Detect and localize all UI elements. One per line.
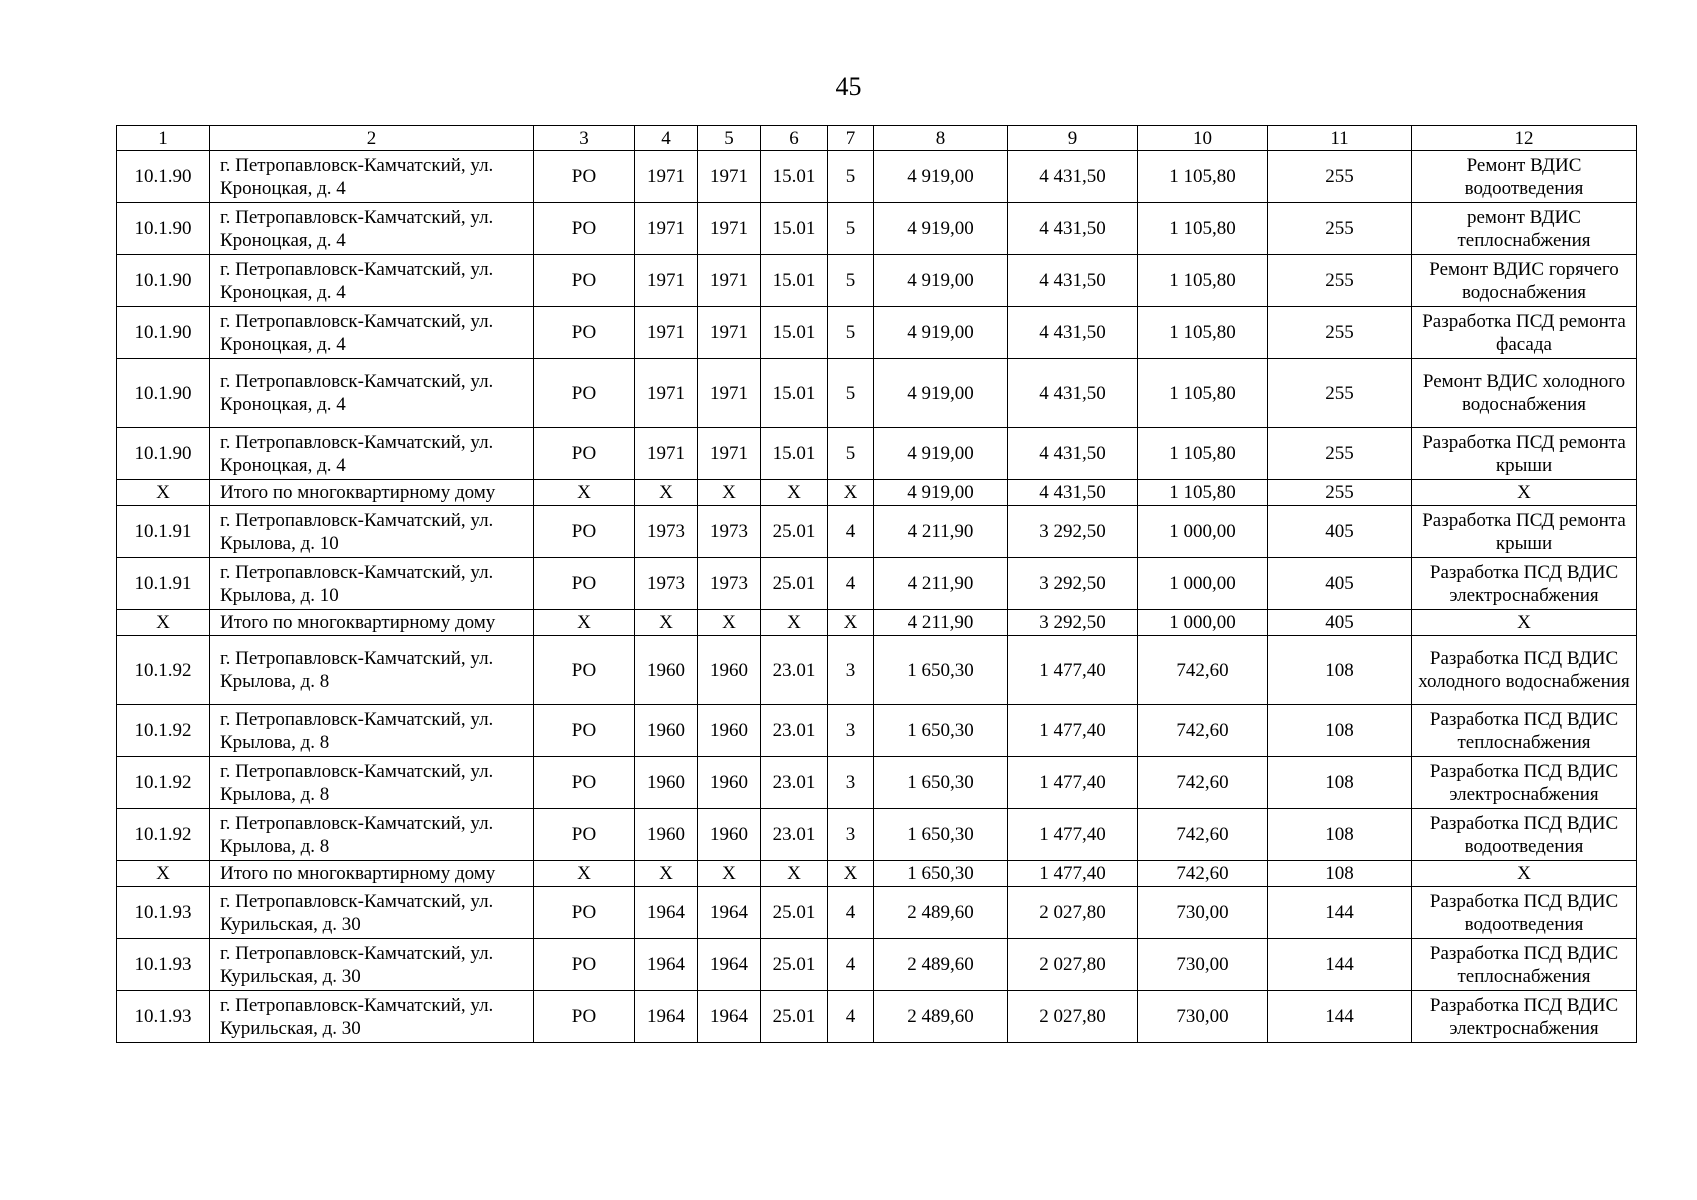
residential-area-cell: 4 431,50 xyxy=(1008,203,1138,255)
total-area-cell: 4 211,90 xyxy=(874,506,1008,558)
floors-cell: Х xyxy=(828,610,874,636)
column-header: 5 xyxy=(698,126,761,151)
table-row xyxy=(117,506,1637,558)
item-number-cell: 10.1.90 xyxy=(117,151,210,203)
work-type-cell: Х xyxy=(1412,610,1637,636)
column-header: 12 xyxy=(1412,126,1637,151)
table-row xyxy=(117,359,1637,428)
method-cell: РО xyxy=(534,757,635,809)
floors-cell: 3 xyxy=(828,757,874,809)
address-cell: г. Петропавловск-Камчатский, ул. Кроноцкая, д. 4 xyxy=(210,203,534,255)
table-row xyxy=(117,151,1637,203)
residential-area-cell: 4 431,50 xyxy=(1008,255,1138,307)
column-header: 8 xyxy=(874,126,1008,151)
non-residential-area-cell: 730,00 xyxy=(1138,991,1268,1043)
year-commissioned-cell: 1960 xyxy=(698,705,761,757)
residents-count-cell: 255 xyxy=(1268,151,1412,203)
table-row xyxy=(117,558,1637,610)
residential-area-cell: 3 292,50 xyxy=(1008,506,1138,558)
total-area-cell: 4 919,00 xyxy=(874,307,1008,359)
residents-count-cell: 144 xyxy=(1268,887,1412,939)
method-cell: Х xyxy=(534,861,635,887)
wall-material-cell: 23.01 xyxy=(761,809,828,861)
floors-cell: Х xyxy=(828,861,874,887)
item-number-cell: 10.1.91 xyxy=(117,558,210,610)
method-cell: РО xyxy=(534,558,635,610)
non-residential-area-cell: 1 105,80 xyxy=(1138,307,1268,359)
column-header: 2 xyxy=(210,126,534,151)
floors-cell: 3 xyxy=(828,809,874,861)
residential-area-cell: 2 027,80 xyxy=(1008,887,1138,939)
non-residential-area-cell: 742,60 xyxy=(1138,757,1268,809)
floors-cell: 3 xyxy=(828,636,874,705)
column-header: 10 xyxy=(1138,126,1268,151)
residential-area-cell: 4 431,50 xyxy=(1008,307,1138,359)
item-number-cell: 10.1.92 xyxy=(117,705,210,757)
table-row xyxy=(117,705,1637,757)
year-commissioned-cell: 1973 xyxy=(698,558,761,610)
residents-count-cell: 255 xyxy=(1268,307,1412,359)
year-commissioned-cell: 1971 xyxy=(698,151,761,203)
method-cell: РО xyxy=(534,939,635,991)
year-built-cell: 1960 xyxy=(635,809,698,861)
address-cell: г. Петропавловск-Камчатский, ул. Крылова, д. 8 xyxy=(210,757,534,809)
total-area-cell: 1 650,30 xyxy=(874,861,1008,887)
residential-area-cell: 1 477,40 xyxy=(1008,861,1138,887)
non-residential-area-cell: 1 000,00 xyxy=(1138,610,1268,636)
method-cell: РО xyxy=(534,203,635,255)
residents-count-cell: 108 xyxy=(1268,757,1412,809)
residential-area-cell: 4 431,50 xyxy=(1008,480,1138,506)
non-residential-area-cell: 742,60 xyxy=(1138,809,1268,861)
year-built-cell: 1971 xyxy=(635,428,698,480)
residential-area-cell: 4 431,50 xyxy=(1008,428,1138,480)
wall-material-cell: 23.01 xyxy=(761,757,828,809)
address-cell: г. Петропавловск-Камчатский, ул. Кроноцкая, д. 4 xyxy=(210,428,534,480)
column-header: 3 xyxy=(534,126,635,151)
method-cell: РО xyxy=(534,809,635,861)
total-area-cell: 1 650,30 xyxy=(874,636,1008,705)
method-cell: РО xyxy=(534,887,635,939)
residents-count-cell: 108 xyxy=(1268,636,1412,705)
year-commissioned-cell: 1973 xyxy=(698,506,761,558)
residential-area-cell: 1 477,40 xyxy=(1008,705,1138,757)
method-cell: РО xyxy=(534,991,635,1043)
residential-area-cell: 1 477,40 xyxy=(1008,757,1138,809)
wall-material-cell: 15.01 xyxy=(761,307,828,359)
table-row xyxy=(117,809,1637,861)
item-number-cell: Х xyxy=(117,861,210,887)
work-type-cell: Разработка ПСД ВДИС водоотведения xyxy=(1412,809,1637,861)
year-built-cell: 1971 xyxy=(635,151,698,203)
wall-material-cell: Х xyxy=(761,861,828,887)
work-type-cell: Разработка ПСД ВДИС электроснабжения xyxy=(1412,991,1637,1043)
address-cell: г. Петропавловск-Камчатский, ул. Крылова, д. 8 xyxy=(210,809,534,861)
year-built-cell: 1960 xyxy=(635,757,698,809)
year-built-cell: 1973 xyxy=(635,506,698,558)
year-built-cell: 1971 xyxy=(635,307,698,359)
method-cell: РО xyxy=(534,307,635,359)
non-residential-area-cell: 1 105,80 xyxy=(1138,480,1268,506)
total-area-cell: 1 650,30 xyxy=(874,809,1008,861)
total-row xyxy=(117,610,1637,636)
residential-area-cell: 2 027,80 xyxy=(1008,991,1138,1043)
total-area-cell: 4 919,00 xyxy=(874,480,1008,506)
year-built-cell: Х xyxy=(635,861,698,887)
table-row xyxy=(117,255,1637,307)
item-number-cell: Х xyxy=(117,480,210,506)
address-cell: г. Петропавловск-Камчатский, ул. Крылова, д. 10 xyxy=(210,558,534,610)
wall-material-cell: 25.01 xyxy=(761,991,828,1043)
item-number-cell: 10.1.92 xyxy=(117,636,210,705)
method-cell: РО xyxy=(534,359,635,428)
item-number-cell: 10.1.90 xyxy=(117,428,210,480)
non-residential-area-cell: 730,00 xyxy=(1138,939,1268,991)
total-area-cell: 4 919,00 xyxy=(874,151,1008,203)
work-type-cell: Разработка ПСД ремонта крыши xyxy=(1412,428,1637,480)
residents-count-cell: 144 xyxy=(1268,991,1412,1043)
total-area-cell: 1 650,30 xyxy=(874,705,1008,757)
item-number-cell: 10.1.93 xyxy=(117,991,210,1043)
address-cell: г. Петропавловск-Камчатский, ул. Крылова, д. 10 xyxy=(210,506,534,558)
wall-material-cell: 15.01 xyxy=(761,203,828,255)
column-header: 4 xyxy=(635,126,698,151)
address-cell: Итого по многоквартирному дому xyxy=(210,861,534,887)
non-residential-area-cell: 1 105,80 xyxy=(1138,359,1268,428)
residents-count-cell: 108 xyxy=(1268,809,1412,861)
floors-cell: 4 xyxy=(828,939,874,991)
column-header: 6 xyxy=(761,126,828,151)
wall-material-cell: 15.01 xyxy=(761,255,828,307)
year-commissioned-cell: 1971 xyxy=(698,255,761,307)
floors-cell: 5 xyxy=(828,151,874,203)
work-type-cell: ремонт ВДИС теплоснабжения xyxy=(1412,203,1637,255)
non-residential-area-cell: 1 000,00 xyxy=(1138,558,1268,610)
year-commissioned-cell: 1971 xyxy=(698,428,761,480)
year-commissioned-cell: 1960 xyxy=(698,809,761,861)
non-residential-area-cell: 730,00 xyxy=(1138,887,1268,939)
residents-count-cell: 255 xyxy=(1268,428,1412,480)
residential-area-cell: 3 292,50 xyxy=(1008,610,1138,636)
address-cell: г. Петропавловск-Камчатский, ул. Кроноцкая, д. 4 xyxy=(210,255,534,307)
year-commissioned-cell: 1964 xyxy=(698,939,761,991)
total-area-cell: 4 919,00 xyxy=(874,203,1008,255)
table-row xyxy=(117,307,1637,359)
year-built-cell: 1971 xyxy=(635,359,698,428)
year-built-cell: Х xyxy=(635,610,698,636)
floors-cell: 4 xyxy=(828,506,874,558)
total-area-cell: 4 211,90 xyxy=(874,610,1008,636)
column-number-row xyxy=(117,126,1637,151)
wall-material-cell: Х xyxy=(761,480,828,506)
repair-program-table xyxy=(116,125,1637,1043)
total-area-cell: 2 489,60 xyxy=(874,887,1008,939)
item-number-cell: 10.1.90 xyxy=(117,307,210,359)
table-row xyxy=(117,991,1637,1043)
residents-count-cell: 255 xyxy=(1268,203,1412,255)
wall-material-cell: 25.01 xyxy=(761,558,828,610)
floors-cell: 3 xyxy=(828,705,874,757)
column-header: 11 xyxy=(1268,126,1412,151)
work-type-cell: Разработка ПСД ремонта фасада xyxy=(1412,307,1637,359)
wall-material-cell: 15.01 xyxy=(761,428,828,480)
method-cell: Х xyxy=(534,480,635,506)
residents-count-cell: 405 xyxy=(1268,610,1412,636)
method-cell: РО xyxy=(534,506,635,558)
item-number-cell: Х xyxy=(117,610,210,636)
address-cell: г. Петропавловск-Камчатский, ул. Кроноцкая, д. 4 xyxy=(210,307,534,359)
item-number-cell: 10.1.90 xyxy=(117,359,210,428)
residents-count-cell: 144 xyxy=(1268,939,1412,991)
total-area-cell: 4 211,90 xyxy=(874,558,1008,610)
wall-material-cell: 25.01 xyxy=(761,887,828,939)
floors-cell: 5 xyxy=(828,428,874,480)
column-header: 7 xyxy=(828,126,874,151)
table-row xyxy=(117,757,1637,809)
address-cell: г. Петропавловск-Камчатский, ул. Крылова, д. 8 xyxy=(210,705,534,757)
wall-material-cell: 15.01 xyxy=(761,359,828,428)
total-area-cell: 4 919,00 xyxy=(874,359,1008,428)
residents-count-cell: 255 xyxy=(1268,480,1412,506)
item-number-cell: 10.1.90 xyxy=(117,255,210,307)
floors-cell: 5 xyxy=(828,359,874,428)
residents-count-cell: 108 xyxy=(1268,861,1412,887)
residents-count-cell: 255 xyxy=(1268,255,1412,307)
work-type-cell: Ремонт ВДИС горячего водоснабжения xyxy=(1412,255,1637,307)
non-residential-area-cell: 742,60 xyxy=(1138,861,1268,887)
work-type-cell: Разработка ПСД ремонта крыши xyxy=(1412,506,1637,558)
residents-count-cell: 405 xyxy=(1268,506,1412,558)
total-area-cell: 1 650,30 xyxy=(874,757,1008,809)
non-residential-area-cell: 1 105,80 xyxy=(1138,203,1268,255)
work-type-cell: Ремонт ВДИС водоотведения xyxy=(1412,151,1637,203)
wall-material-cell: 23.01 xyxy=(761,705,828,757)
column-header: 9 xyxy=(1008,126,1138,151)
item-number-cell: 10.1.91 xyxy=(117,506,210,558)
method-cell: РО xyxy=(534,255,635,307)
year-commissioned-cell: 1960 xyxy=(698,636,761,705)
total-area-cell: 2 489,60 xyxy=(874,939,1008,991)
non-residential-area-cell: 1 105,80 xyxy=(1138,255,1268,307)
work-type-cell: Х xyxy=(1412,480,1637,506)
address-cell: г. Петропавловск-Камчатский, ул. Крылова, д. 8 xyxy=(210,636,534,705)
year-commissioned-cell: Х xyxy=(698,610,761,636)
total-row xyxy=(117,480,1637,506)
residents-count-cell: 255 xyxy=(1268,359,1412,428)
wall-material-cell: Х xyxy=(761,610,828,636)
work-type-cell: Разработка ПСД ВДИС теплоснабжения xyxy=(1412,939,1637,991)
year-commissioned-cell: 1964 xyxy=(698,887,761,939)
table-row xyxy=(117,939,1637,991)
year-commissioned-cell: Х xyxy=(698,861,761,887)
method-cell: РО xyxy=(534,151,635,203)
total-row xyxy=(117,861,1637,887)
floors-cell: 5 xyxy=(828,307,874,359)
residential-area-cell: 3 292,50 xyxy=(1008,558,1138,610)
year-built-cell: 1971 xyxy=(635,203,698,255)
total-area-cell: 2 489,60 xyxy=(874,991,1008,1043)
work-type-cell: Разработка ПСД ВДИС электроснабжения xyxy=(1412,558,1637,610)
year-commissioned-cell: 1971 xyxy=(698,203,761,255)
residents-count-cell: 108 xyxy=(1268,705,1412,757)
address-cell: г. Петропавловск-Камчатский, ул. Курильская, д. 30 xyxy=(210,887,534,939)
method-cell: РО xyxy=(534,705,635,757)
item-number-cell: 10.1.92 xyxy=(117,757,210,809)
wall-material-cell: 15.01 xyxy=(761,151,828,203)
year-built-cell: 1964 xyxy=(635,887,698,939)
year-built-cell: 1960 xyxy=(635,636,698,705)
floors-cell: 4 xyxy=(828,558,874,610)
year-commissioned-cell: Х xyxy=(698,480,761,506)
method-cell: РО xyxy=(534,428,635,480)
wall-material-cell: 23.01 xyxy=(761,636,828,705)
work-type-cell: Разработка ПСД ВДИС электроснабжения xyxy=(1412,757,1637,809)
year-built-cell: 1964 xyxy=(635,991,698,1043)
non-residential-area-cell: 1 000,00 xyxy=(1138,506,1268,558)
residential-area-cell: 2 027,80 xyxy=(1008,939,1138,991)
item-number-cell: 10.1.93 xyxy=(117,887,210,939)
floors-cell: 5 xyxy=(828,203,874,255)
address-cell: г. Петропавловск-Камчатский, ул. Курильская, д. 30 xyxy=(210,991,534,1043)
table-row xyxy=(117,203,1637,255)
year-built-cell: 1973 xyxy=(635,558,698,610)
residential-area-cell: 1 477,40 xyxy=(1008,636,1138,705)
year-built-cell: 1960 xyxy=(635,705,698,757)
wall-material-cell: 25.01 xyxy=(761,939,828,991)
non-residential-area-cell: 1 105,80 xyxy=(1138,151,1268,203)
residential-area-cell: 4 431,50 xyxy=(1008,151,1138,203)
year-built-cell: 1971 xyxy=(635,255,698,307)
work-type-cell: Разработка ПСД ВДИС холодного водоснабжения xyxy=(1412,636,1637,705)
item-number-cell: 10.1.93 xyxy=(117,939,210,991)
page-number: 45 xyxy=(835,72,862,101)
non-residential-area-cell: 1 105,80 xyxy=(1138,428,1268,480)
table-body xyxy=(117,151,1637,1043)
address-cell: г. Петропавловск-Камчатский, ул. Кроноцкая, д. 4 xyxy=(210,359,534,428)
address-cell: г. Петропавловск-Камчатский, ул. Кроноцкая, д. 4 xyxy=(210,151,534,203)
floors-cell: Х xyxy=(828,480,874,506)
work-type-cell: Ремонт ВДИС холодного водоснабжения xyxy=(1412,359,1637,428)
residential-area-cell: 4 431,50 xyxy=(1008,359,1138,428)
non-residential-area-cell: 742,60 xyxy=(1138,705,1268,757)
residential-area-cell: 1 477,40 xyxy=(1008,809,1138,861)
table-row xyxy=(117,428,1637,480)
work-type-cell: Разработка ПСД ВДИС теплоснабжения xyxy=(1412,705,1637,757)
work-type-cell: Х xyxy=(1412,861,1637,887)
table-row xyxy=(117,636,1637,705)
table-row xyxy=(117,887,1637,939)
address-cell: г. Петропавловск-Камчатский, ул. Курильская, д. 30 xyxy=(210,939,534,991)
method-cell: Х xyxy=(534,610,635,636)
year-commissioned-cell: 1964 xyxy=(698,991,761,1043)
item-number-cell: 10.1.90 xyxy=(117,203,210,255)
item-number-cell: 10.1.92 xyxy=(117,809,210,861)
year-commissioned-cell: 1971 xyxy=(698,307,761,359)
non-residential-area-cell: 742,60 xyxy=(1138,636,1268,705)
year-built-cell: Х xyxy=(635,480,698,506)
column-header: 1 xyxy=(117,126,210,151)
total-area-cell: 4 919,00 xyxy=(874,428,1008,480)
address-cell: Итого по многоквартирному дому xyxy=(210,480,534,506)
year-commissioned-cell: 1960 xyxy=(698,757,761,809)
wall-material-cell: 25.01 xyxy=(761,506,828,558)
method-cell: РО xyxy=(534,636,635,705)
floors-cell: 5 xyxy=(828,255,874,307)
address-cell: Итого по многоквартирному дому xyxy=(210,610,534,636)
total-area-cell: 4 919,00 xyxy=(874,255,1008,307)
year-commissioned-cell: 1971 xyxy=(698,359,761,428)
residents-count-cell: 405 xyxy=(1268,558,1412,610)
work-type-cell: Разработка ПСД ВДИС водоотведения xyxy=(1412,887,1637,939)
floors-cell: 4 xyxy=(828,991,874,1043)
floors-cell: 4 xyxy=(828,887,874,939)
year-built-cell: 1964 xyxy=(635,939,698,991)
